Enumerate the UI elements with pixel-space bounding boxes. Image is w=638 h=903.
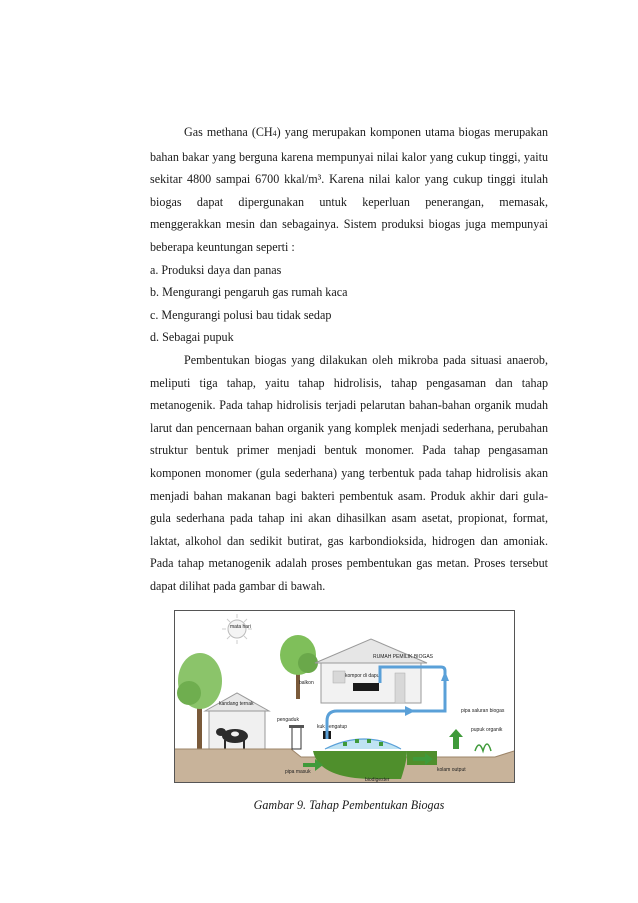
fertilizer-label: pupuk organik	[471, 727, 503, 733]
inlet-label: pipa masuk	[285, 769, 311, 775]
list-item: b. Mengurangi pengaruh gas rumah kaca	[150, 285, 348, 300]
valve-label: kuk pengatup	[317, 724, 348, 730]
outlet-label: kolam output	[437, 767, 466, 773]
fertilizer-icon	[471, 727, 503, 751]
p1-text-rest: ) yang merupakan komponen utama biogas merupakan bahan bakar yang berguna karena mempunyai nilai kalor yang cukup tinggi, yaitu sekitar 4800 sampai 6700 kkal/m³. Karena nilai kalor yang cukup tinggi itulah biogas dapat dipergunakan untuk keperluan penerangan, memasak, menggerakkan mesin dan sebagainya. Sistem produksi biogas juga mempunyai beberapa keuntungan seperti :	[150, 125, 548, 254]
sun-icon	[222, 614, 252, 644]
ch4-subscript: 4	[272, 129, 277, 138]
digester-label: biodigester	[365, 777, 390, 782]
biogas-diagram	[174, 610, 515, 783]
benefit-list	[150, 259, 548, 349]
p1-text-start: Gas methana (CH	[184, 125, 273, 139]
balcony-label: balkon	[299, 680, 314, 686]
stable-label: kandang ternak	[219, 701, 254, 707]
stirrer-label: pengaduk	[277, 717, 299, 723]
biogas-diagram-svg	[175, 611, 514, 782]
tree-right-icon	[280, 635, 318, 699]
body-text	[150, 121, 548, 597]
paragraph-2: Pembentukan biogas yang dilakukan oleh mikroba pada situasi anaerob, meliputi tiga tahap, yaitu tahap hidrolisis, tahap pengasaman dan tahap metanogenik. Pada tahap hidrolisis terjadi pelarutan bahan-bahan organik mudah larut dan pencernaan bahan organik yang komplek menjadi sederhana, perubahan struktur bentuk primer menjadi bentuk monomer. Pada tahap pengasaman komponen monomer (gula sederhana) yang terbentuk pada tahap hidrolisis akan menjadi bahan makanan bagi bakteri pembentuk asam. Produk akhir dari gula-gula sederhana pada tahap ini akan dihasilkan asam asetat, propionat, format, laktat, alkohol dan sedikit butirat, gas karbondioksida, hidrogen dan amoniak. Pada tahap metanogenik adalah proses pembentukan gas metan. Proses tersebut dapat dilihat pada gambar di bawah.	[150, 352, 548, 593]
arrow-right-icon	[405, 706, 415, 716]
stove-label: kompor di dapur	[345, 673, 382, 679]
list-item: a. Produksi daya dan panas	[150, 262, 282, 277]
list-item: c. Mengurangi polusi bau tidak sedap	[150, 307, 332, 322]
paragraph-1	[150, 121, 548, 259]
arrow-up-icon	[441, 671, 449, 681]
arrow-fertilizer-icon	[449, 729, 463, 749]
valve-icon	[317, 724, 347, 739]
pipe-label: pipa saluran biogas	[461, 708, 505, 714]
house-label: RUMAH PEMILIK BIOGAS	[373, 654, 434, 660]
figure-caption: Gambar 9. Tahap Pembentukan Biogas	[253, 798, 445, 812]
list-item: d. Sebagai pupuk	[150, 330, 234, 345]
house-icon	[299, 639, 434, 703]
sun-label: mata hari	[230, 624, 251, 630]
stirrer-icon	[277, 717, 304, 749]
